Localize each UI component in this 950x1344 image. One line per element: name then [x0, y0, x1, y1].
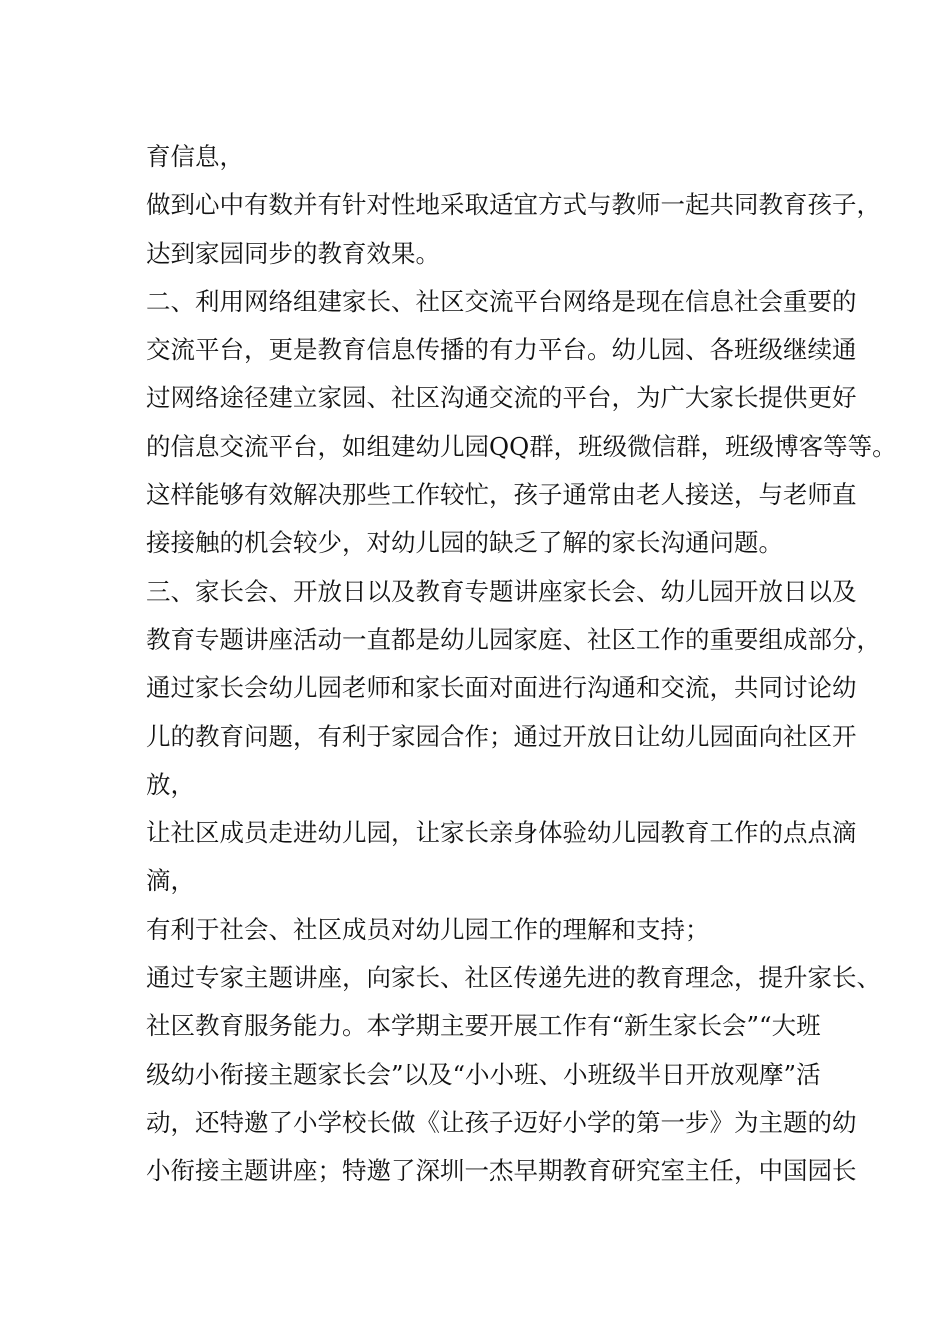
- text-line: 小衔接主题讲座；特邀了深圳一杰早期教育研究室主任，中国园长: [146, 1156, 857, 1186]
- text-line: 滴，: [146, 866, 195, 896]
- text-line: 达到家园同步的教育效果。: [146, 238, 440, 268]
- text-line: 放，: [146, 769, 195, 799]
- text-line: 育信息，: [146, 142, 244, 171]
- text-line: 动，还特邀了小学校长做《让孩子迈好小学的第一步》为主题的幼: [146, 1107, 857, 1137]
- text-line: 二、利用网络组建家长、社区交流平台网络是现在信息社会重要的: [146, 286, 857, 316]
- text-line: 通过专家主题讲座，向家长、社区传递先进的教育理念，提升家长、: [146, 963, 881, 993]
- body-text: [146, 133, 897, 1196]
- text-line: 通过家长会幼儿园老师和家长面对面进行沟通和交流，共同讨论幼: [146, 673, 857, 703]
- text-line: 过网络途径建立家园、社区沟通交流的平台，为广大家长提供更好: [146, 383, 857, 413]
- text-line: 做到心中有数并有针对性地采取适宜方式与教师一起共同教育孩子，: [146, 190, 881, 220]
- text-line: 让社区成员走进幼儿园，让家长亲身体验幼儿园教育工作的点点滴: [146, 818, 857, 848]
- text-line: 有利于社会、社区成员对幼儿园工作的理解和支持；: [146, 914, 710, 944]
- text-line: 接接触的机会较少，对幼儿园的缺乏了解的家长沟通问题。: [146, 528, 783, 558]
- text-line: 的信息交流平台，如组建幼儿园QQ群，班级微信群，班级博客等等。: [146, 431, 897, 461]
- text-line: 这样能够有效解决那些工作较忙，孩子通常由老人接送，与老师直: [146, 480, 857, 510]
- text-line: 社区教育服务能力。本学期主要开展工作有“新生家长会”“大班: [146, 1011, 821, 1041]
- text-line: 儿的教育问题，有利于家园合作；通过开放日让幼儿园面向社区开: [146, 721, 857, 751]
- text-line: 级幼小衔接主题家长会”以及“小小班、小班级半日开放观摩”活: [146, 1059, 821, 1089]
- text-line: 交流平台，更是教育信息传播的有力平台。幼儿园、各班级继续通: [146, 335, 857, 365]
- text-line: 三、家长会、开放日以及教育专题讲座家长会、幼儿园开放日以及: [146, 576, 857, 606]
- text-line: 教育专题讲座活动一直都是幼儿园家庭、社区工作的重要组成部分，: [146, 624, 881, 654]
